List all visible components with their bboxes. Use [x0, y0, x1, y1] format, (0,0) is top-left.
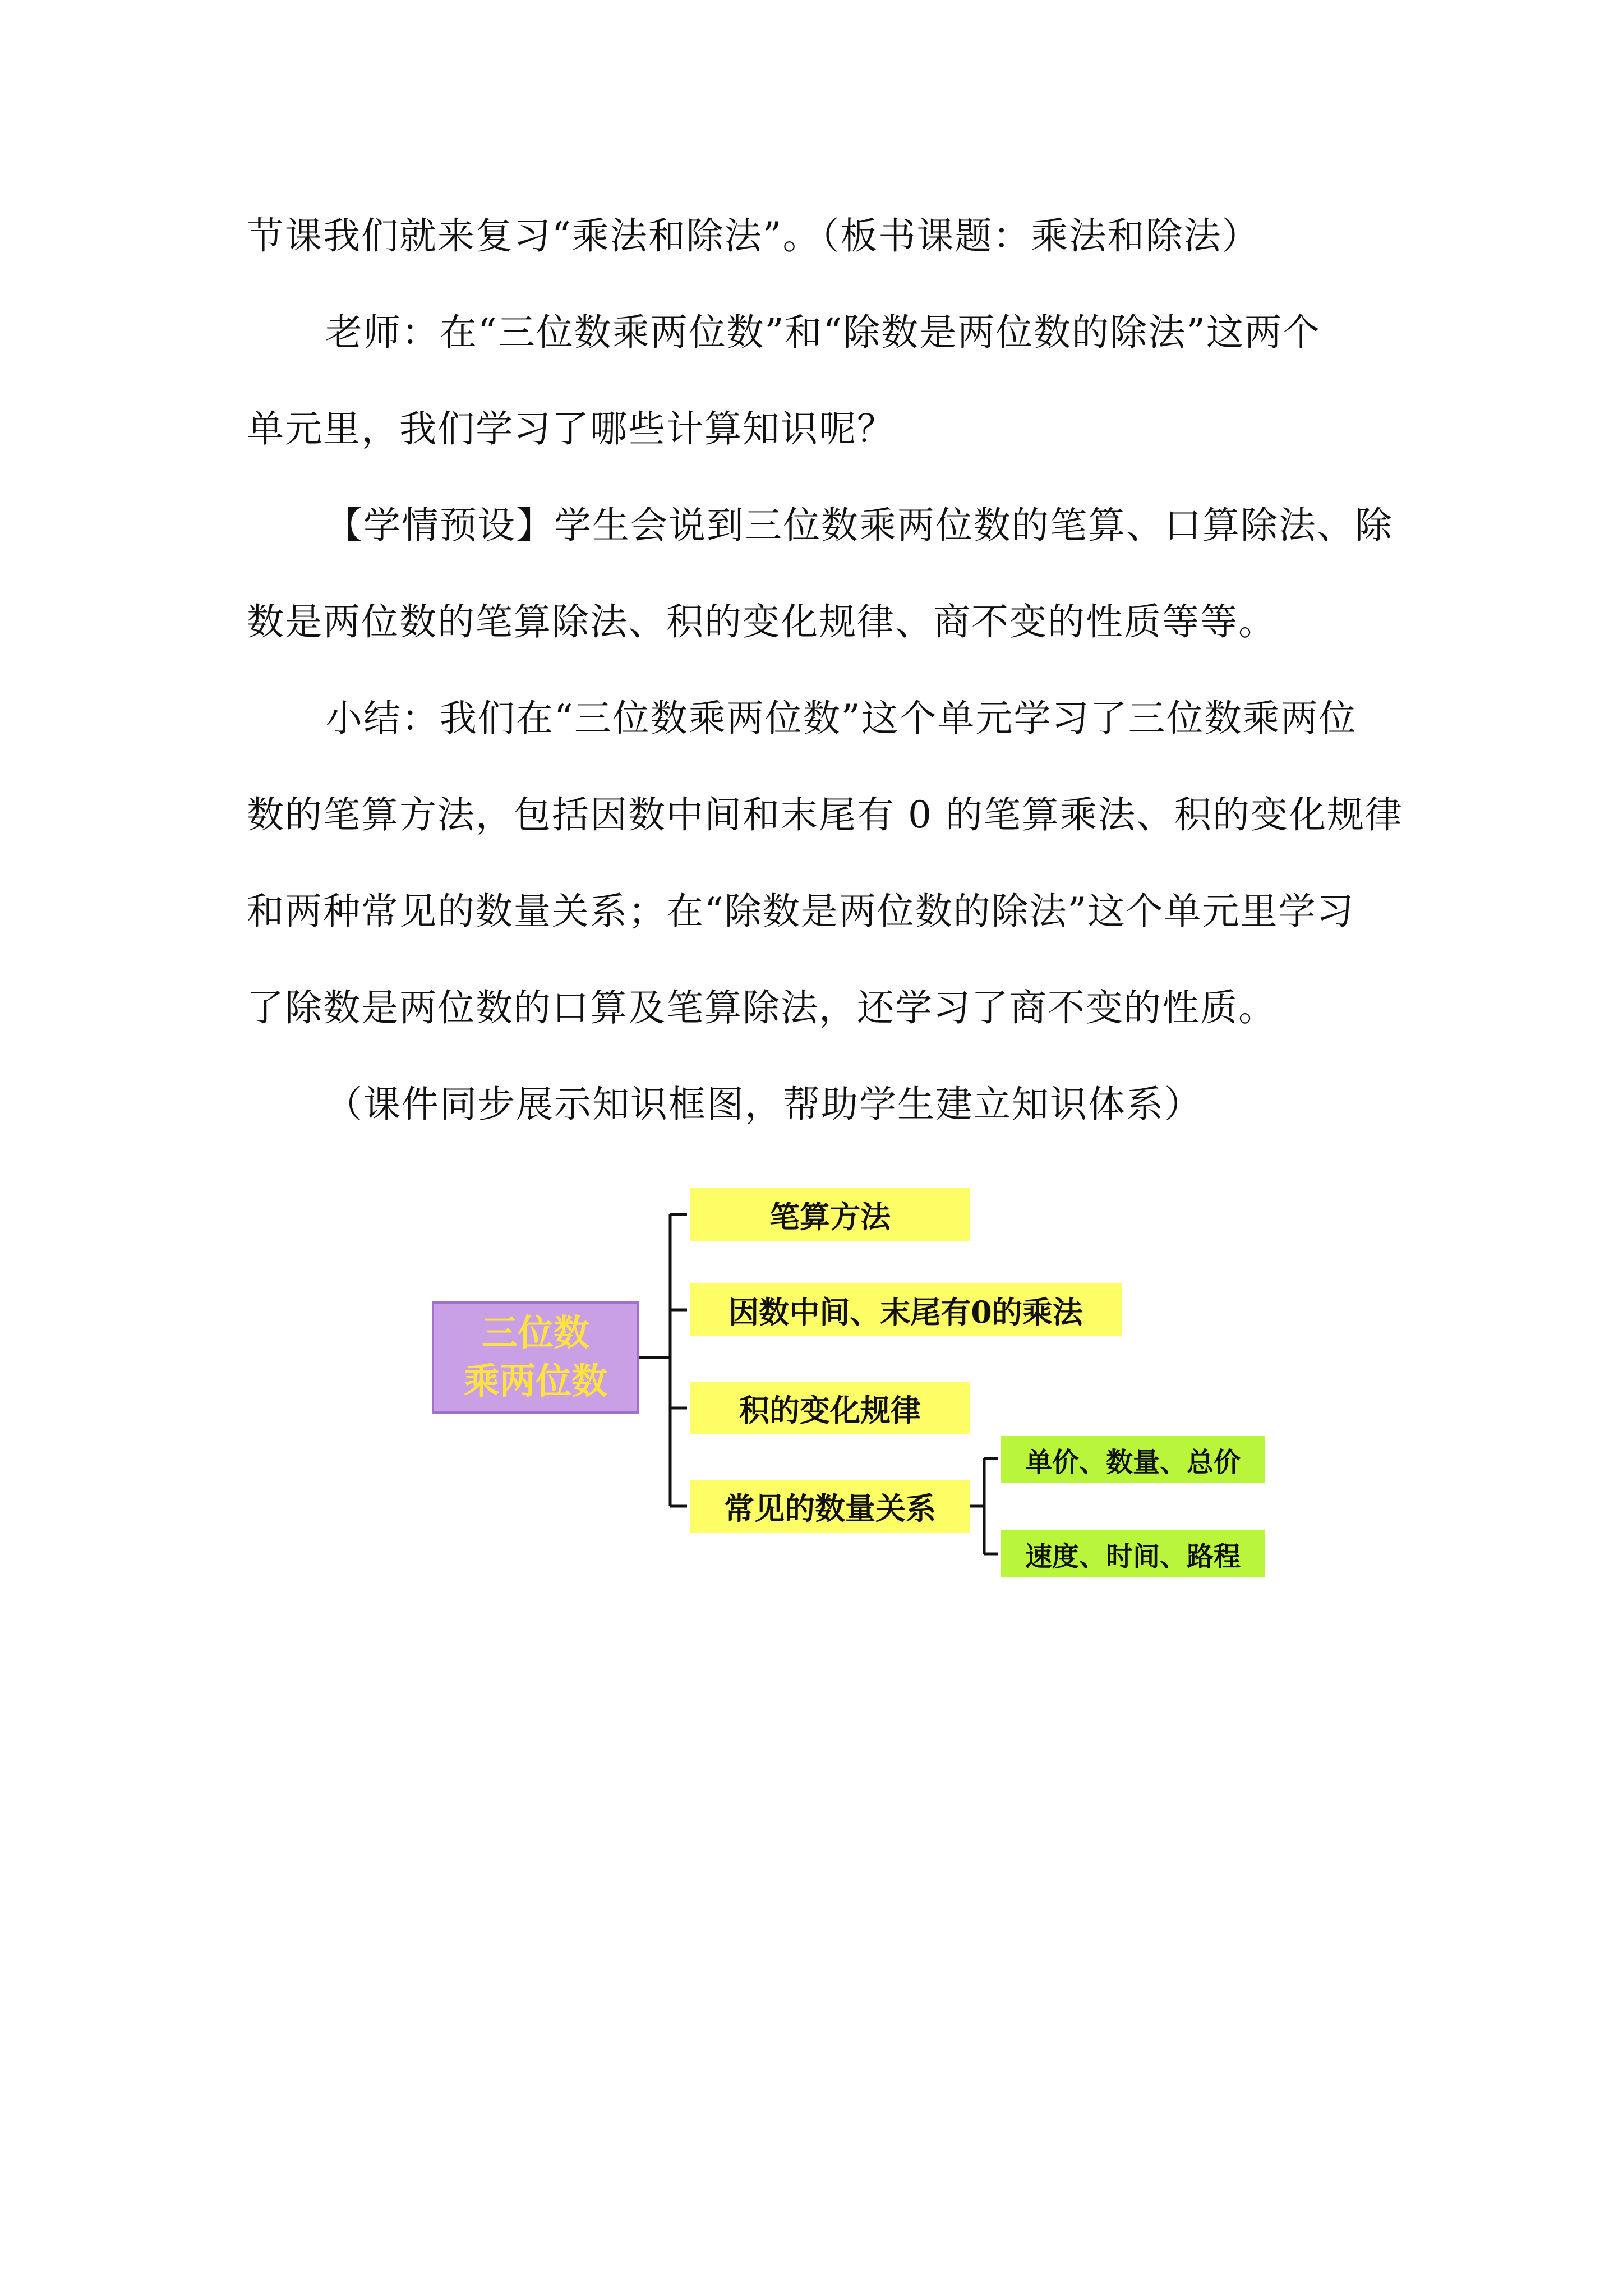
sub-node-1: 单价、数量、总价 [1001, 1436, 1265, 1483]
body-text [247, 188, 1403, 1153]
paragraph-continuation: 节课我们就来复习“乘法和除法”。（板书课题：乘法和除法） [247, 214, 1260, 257]
root-node-line1: 三位数 [482, 1312, 589, 1354]
paragraph-teacher-question-line1: 老师：在“三位数乘两位数”和“除数是两位数的除法”这两个 [325, 311, 1321, 354]
paragraph-summary-line3: 和两种常见的数量关系；在“除数是两位数的除法”这个单元里学习 [247, 890, 1355, 933]
branch-node-4: 常见的数量关系 [690, 1480, 970, 1533]
paragraph-preset-line1: 【学情预设】学生会说到三位数乘两位数的笔算、口算除法、除 [325, 504, 1393, 547]
branch-node-3: 积的变化规律 [690, 1382, 970, 1434]
root-node [432, 1301, 639, 1414]
branch-node-2: 因数中间、末尾有0的乘法 [690, 1283, 1122, 1336]
paragraph-preset-line2: 数是两位数的笔算除法、积的变化规律、商不变的性质等等。 [247, 600, 1276, 643]
sub-node-2: 速度、时间、路程 [1001, 1530, 1265, 1577]
paragraph-courseware-note: （课件同步展示知识框图，帮助学生建立知识体系） [325, 1083, 1202, 1126]
paragraph-summary-line1: 小结：我们在“三位数乘两位数”这个单元学习了三位数乘两位 [325, 697, 1357, 740]
paragraph-summary-line4: 了除数是两位数的口算及笔算除法，还学习了商不变的性质。 [247, 986, 1276, 1029]
branch-node-1: 笔算方法 [690, 1188, 970, 1241]
paragraph-teacher-question-line2: 单元里，我们学习了哪些计算知识呢？ [247, 407, 895, 450]
paragraph-summary-line2: 数的笔算方法，包括因数中间和末尾有 0 的笔算乘法、积的变化规律 [247, 793, 1403, 836]
root-node-line2: 乘两位数 [464, 1360, 607, 1402]
